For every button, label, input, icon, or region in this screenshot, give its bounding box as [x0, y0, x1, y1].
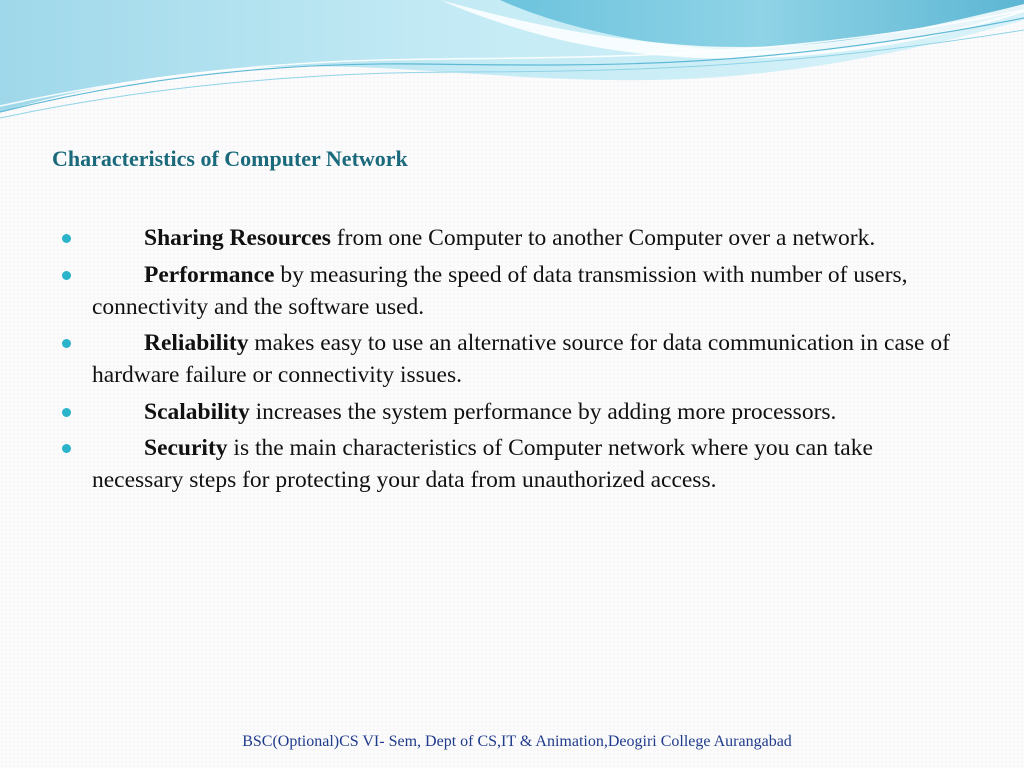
bullet-term: Reliability	[144, 330, 249, 356]
bullet-content	[92, 396, 960, 428]
bullet-item-security	[60, 432, 960, 496]
bullet-content	[92, 222, 960, 254]
bullet-description: increases the system performance by adding more processors.	[249, 398, 837, 425]
bullet-content	[92, 327, 960, 391]
bullet-list	[60, 222, 960, 501]
bullet-icon	[62, 234, 71, 243]
bullet-description: by measuring the speed of data transmission with number of users, connectivity and the software used.	[92, 261, 908, 320]
bullet-icon	[62, 271, 71, 280]
bullet-content	[92, 259, 960, 323]
bullet-description: makes easy to use an alternative source for data communication in case of hardware failure or connectivity issues.	[92, 330, 950, 388]
bullet-description: from one Computer to another Computer over a network.	[330, 225, 876, 251]
bullet-term: Sharing Resources	[144, 225, 331, 251]
bullet-icon	[62, 444, 71, 453]
slide-title: Characteristics of Computer Network	[52, 146, 408, 171]
bullet-term: Security	[144, 435, 228, 461]
bullet-content	[92, 432, 960, 496]
bullet-icon	[62, 339, 71, 348]
header-wave-decoration	[0, 0, 1024, 130]
slide-footer: BSC(Optional)CS VI- Sem, Dept of CS,IT & Animation,Deogiri College Aurangabad	[242, 733, 792, 750]
bullet-icon	[62, 408, 71, 417]
bullet-item-performance	[60, 259, 960, 323]
bullet-item-scalability	[60, 396, 960, 428]
bullet-term: Performance	[144, 261, 275, 288]
bullet-description: is the main characteristics of Computer network where you can take necessary steps for protecting your data from unauthorized access.	[92, 435, 873, 493]
bullet-item-sharing-resources	[60, 222, 960, 254]
bullet-item-reliability	[60, 327, 960, 391]
bullet-term: Scalability	[144, 398, 250, 425]
